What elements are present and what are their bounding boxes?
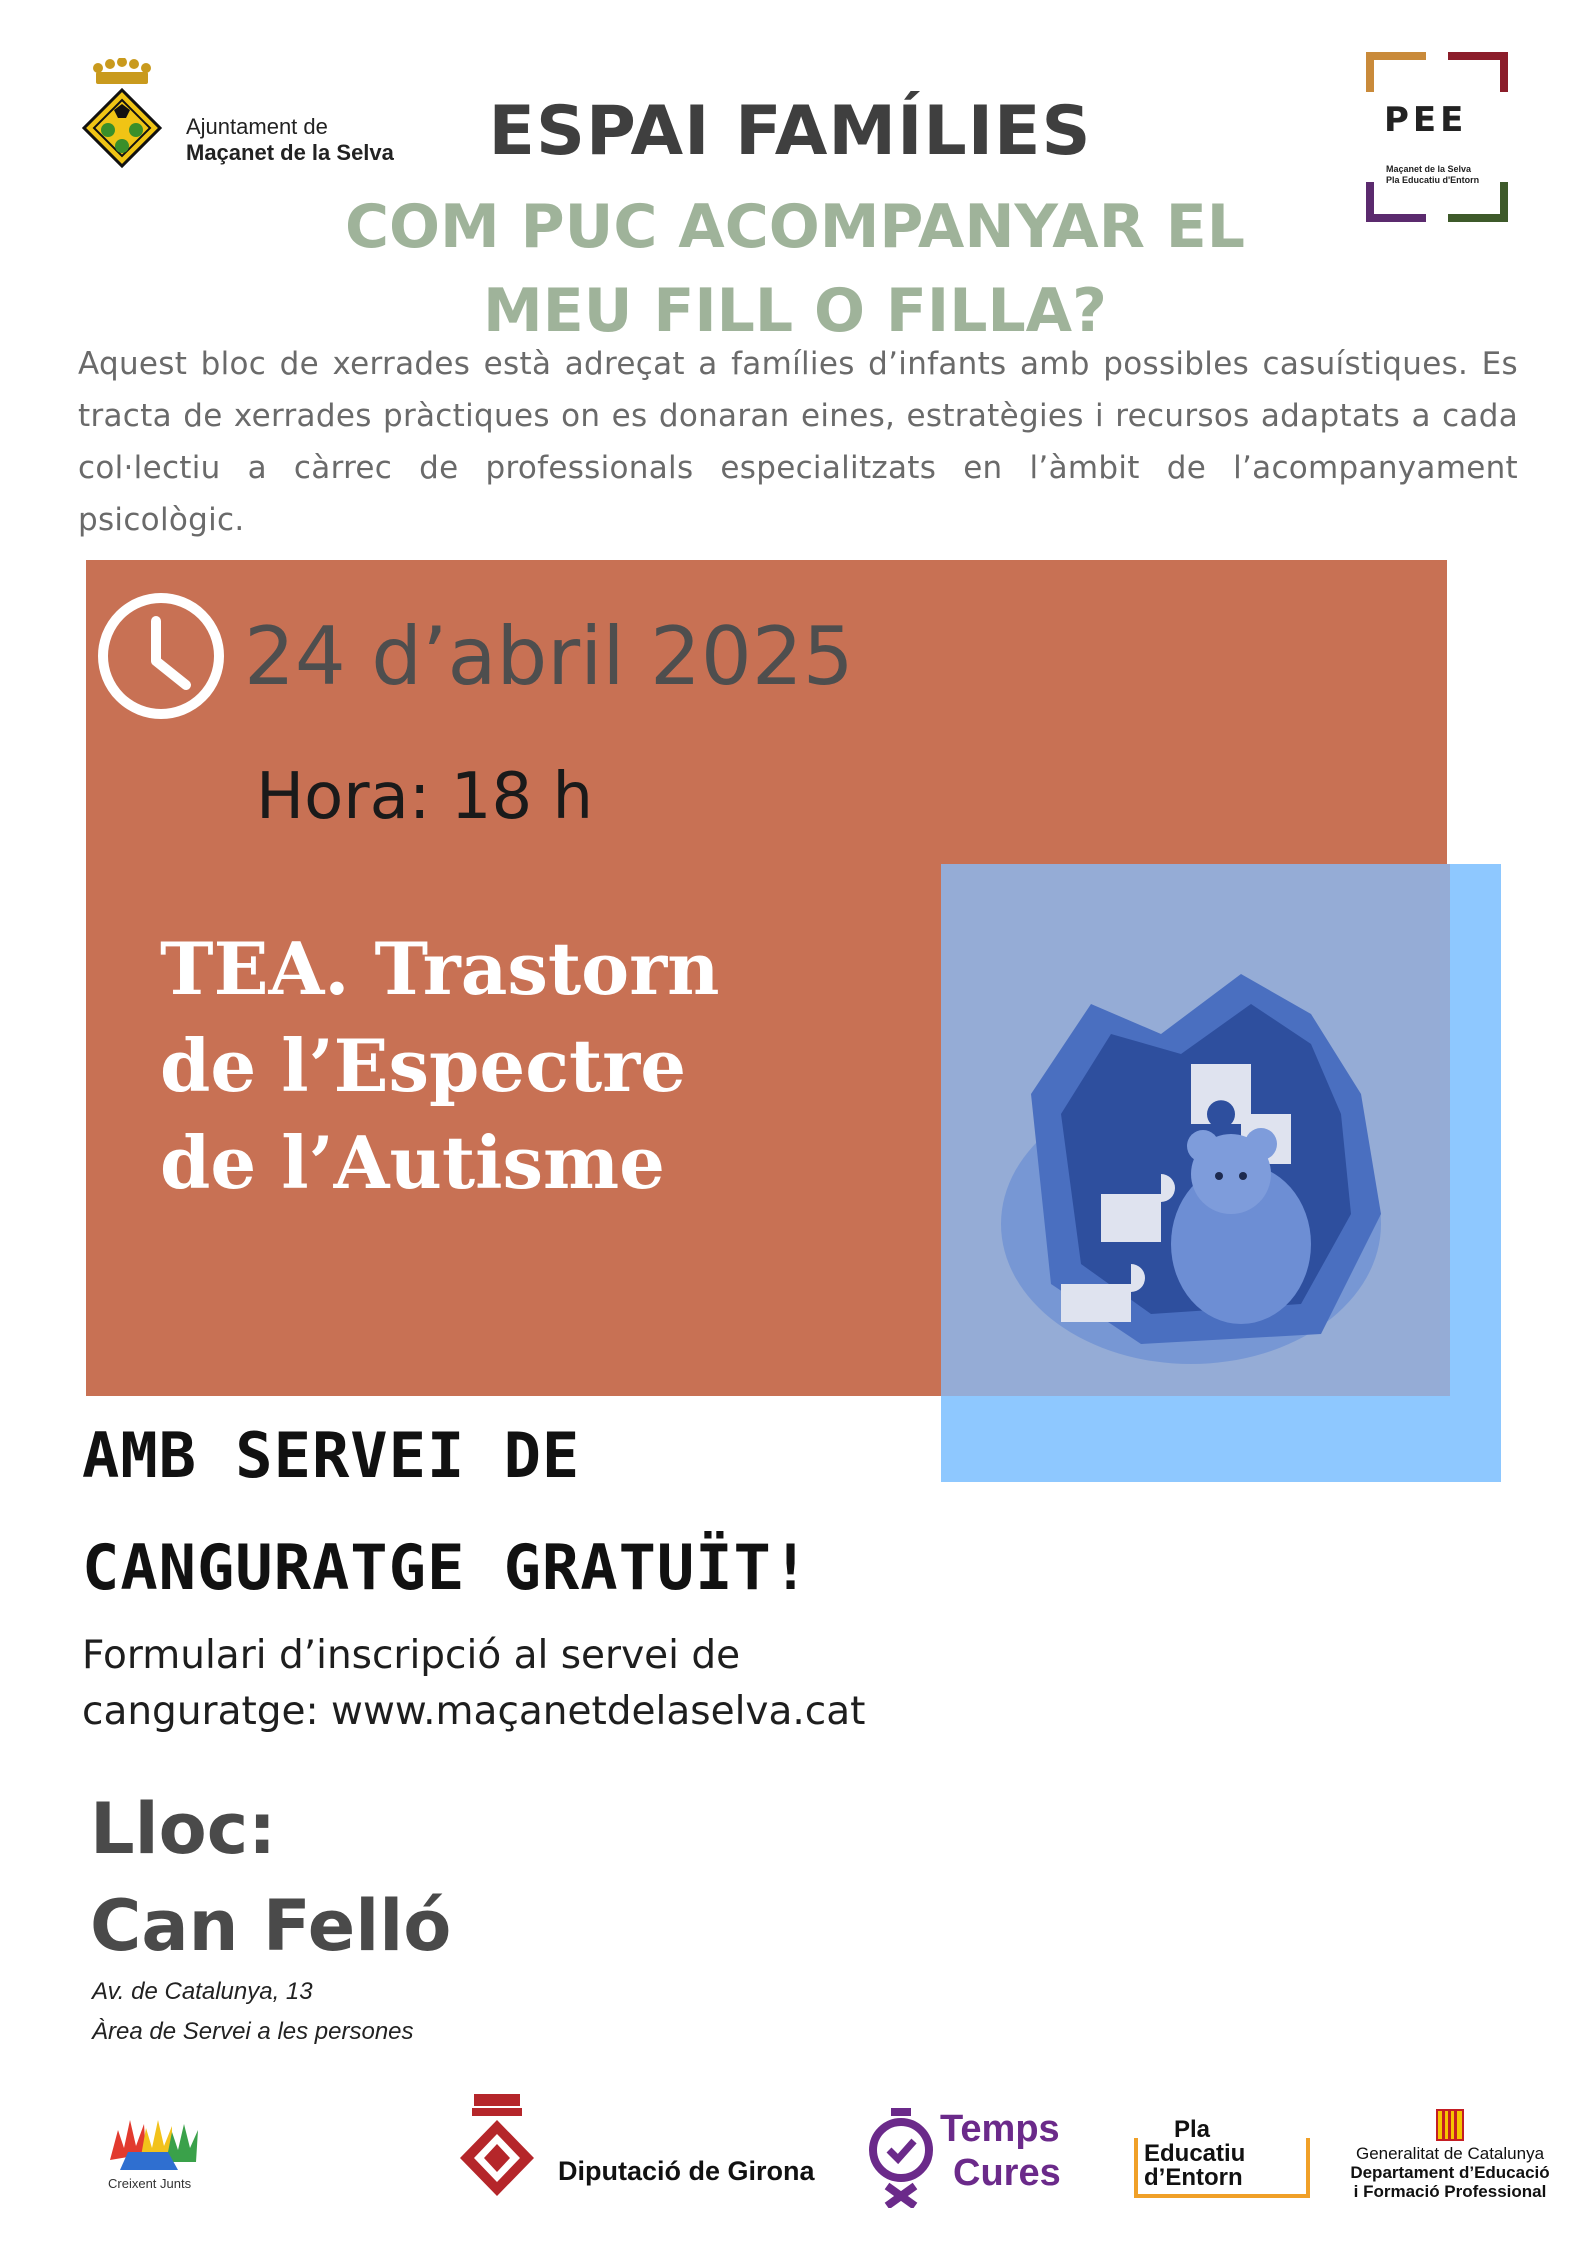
subtitle-line1: COM PUC ACOMPANYAR EL — [345, 192, 1245, 262]
subtitle-line2: MEU FILL O FILLA? — [483, 276, 1107, 346]
pla-educatiu-logo — [1134, 2118, 1310, 2198]
page-title: ESPAI FAMÍLIES — [488, 92, 1092, 171]
intro-paragraph: Aquest bloc de xerrades està adreçat a famílies d’infants amb possibles casuístiques. Es tracta de xerrades pràctiques on es donaran eines, estratègies i recursos adaptats a cada col·lectiu a càrrec de professionals especialitzats en l’àmbit de l’acompanyament psicològic. — [78, 346, 1518, 538]
coat-of-arms-icon — [78, 58, 178, 188]
pee-label: PEE — [1384, 100, 1468, 140]
form-line2[interactable]: canguratge: www.maçanetdelaselva.cat — [82, 1689, 866, 1734]
pla-line3: d’Entorn — [1144, 2164, 1243, 2191]
gencat-line3: i Formació Professional — [1353, 2182, 1547, 2201]
temps-cures-logo — [865, 2108, 1085, 2208]
generalitat-logo — [1340, 2108, 1560, 2208]
ajuntament-line2: Maçanet de la Selva — [186, 140, 394, 165]
form-line1: Formulari d’inscripció al servei de — [82, 1633, 741, 1678]
cures-label: Cures — [953, 2152, 1061, 2194]
talk-title — [160, 920, 860, 1211]
pla-line1: Pla — [1174, 2116, 1211, 2143]
place-name: Can Felló — [90, 1885, 452, 1967]
pee-logo — [1366, 52, 1508, 222]
clock-icon — [94, 589, 228, 723]
event-hour: Hora: 18 h — [256, 760, 594, 834]
temps-label: Temps — [940, 2108, 1060, 2150]
event-date: 24 d’abril 2025 — [244, 610, 854, 703]
hands-icon — [100, 2100, 220, 2180]
ajuntament-line1: Ajuntament de — [186, 114, 328, 139]
senyera-icon — [1435, 2108, 1465, 2142]
talk-line1: TEA. Trastorn — [160, 926, 720, 1011]
diputacio-name: Diputació de Girona — [558, 2156, 815, 2186]
pee-line1: Maçanet de la Selva — [1386, 164, 1472, 174]
nanny-service-banner — [82, 1400, 810, 1624]
teddy-puzzle-image — [941, 864, 1450, 1396]
creixent-junts-logo — [100, 2100, 220, 2205]
gencat-line1: Generalitat de Catalunya — [1355, 2144, 1545, 2163]
diputacio-crest-icon — [452, 2090, 552, 2210]
talk-line2: de l’Espectre — [160, 1023, 687, 1108]
place-address: Av. de Catalunya, 13 — [92, 1978, 313, 2005]
place-area: Àrea de Servei a les persones — [92, 2018, 414, 2045]
page-subtitle — [280, 185, 1310, 353]
talk-line3: de l’Autisme — [160, 1120, 665, 1205]
nanny-line2: CANGURATGE GRATUÏT! — [82, 1531, 811, 1604]
pla-line2: Educatiu — [1144, 2140, 1246, 2167]
nanny-line1: AMB SERVEI DE — [82, 1419, 581, 1492]
diputacio-girona-logo — [452, 2090, 852, 2210]
gencat-line2: Departament d’Educació — [1350, 2163, 1550, 2182]
pee-line2: Pla Educatiu d'Entorn — [1386, 175, 1480, 185]
temps-cures-icon — [865, 2108, 945, 2208]
place-label: Lloc: — [90, 1788, 277, 1870]
creixent-caption: Creixent Junts — [108, 2176, 192, 2191]
registration-info — [82, 1628, 1082, 1740]
